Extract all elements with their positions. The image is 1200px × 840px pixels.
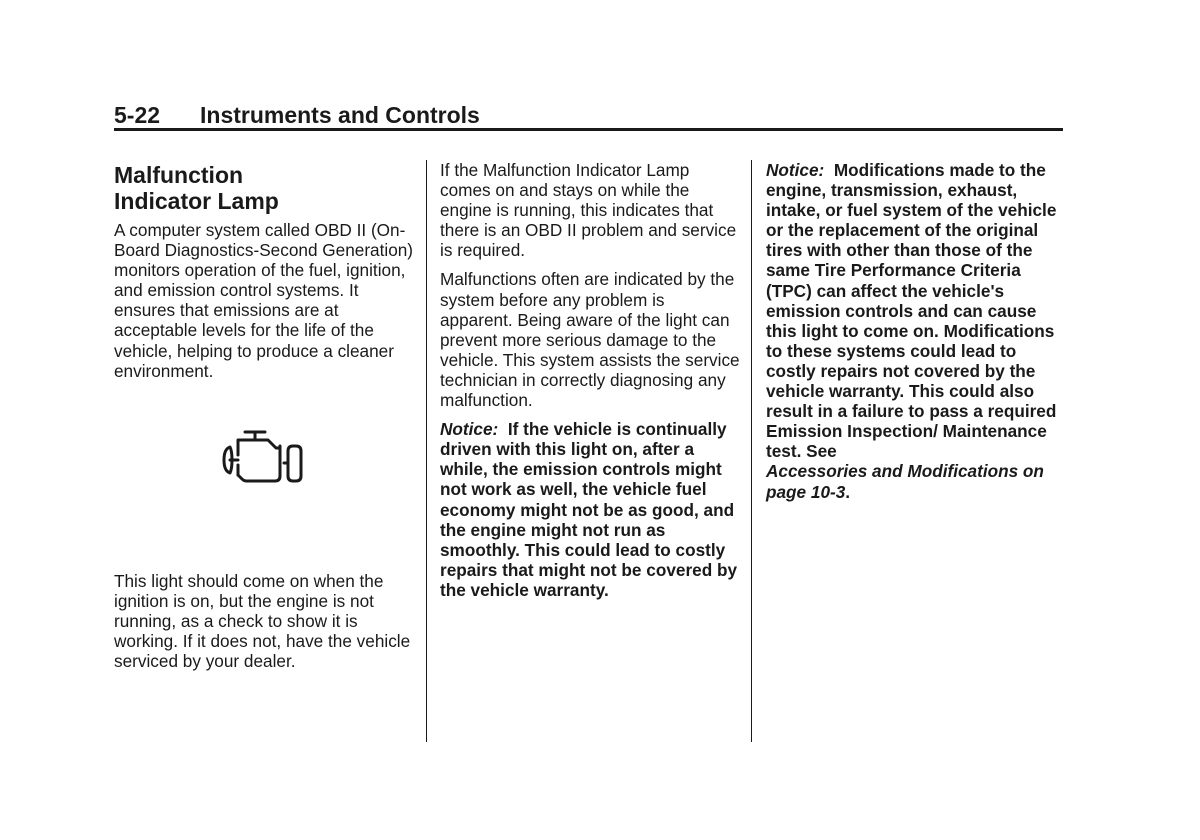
- notice-label: Notice:: [766, 160, 825, 180]
- chapter-title: Instruments and Controls: [200, 102, 480, 128]
- column-3: [766, 160, 1066, 511]
- page-header: [114, 99, 1063, 131]
- section-title-line2: Indicator Lamp: [114, 188, 279, 214]
- notice-modifications: [766, 160, 1066, 502]
- malfunctions-paragraph: Malfunctions often are indicated by the system before any problem is apparent. Being aware of the light can prevent more serious damage to the vehicle. This system assists the service technician in correctly diagnosing any malfunction.: [440, 269, 740, 411]
- column-divider-2: [751, 160, 752, 742]
- column-1: [114, 160, 414, 680]
- notice-label: Notice:: [440, 419, 499, 440]
- check-paragraph: This light should come on when the ignition is on, but the engine is not running, as a check to show it is working. If it does not, have the vehicle serviced by your dealer.: [114, 570, 411, 672]
- icon-figure: [114, 429, 414, 489]
- intro-paragraph: A computer system called OBD II (On-Board Diagnostics-Second Generation) monitors operation of the fuel, ignition, and emission control systems. It ensures that emissions are at acceptable levels for the life of the vehicle, helping to produce a cleaner environment.: [114, 220, 414, 381]
- column-2: [440, 160, 740, 609]
- header-rule: [114, 128, 1063, 131]
- section-title: [114, 160, 414, 214]
- check-engine-icon: [222, 429, 304, 485]
- notice-text: If the vehicle is continually driven with this light on, after a while, the emission controls might not work as well, the vehicle fuel economy might not be as good, and the engine might not run as smoothly. This could lead to costly repairs that might not be covered by the vehicle warranty.: [440, 419, 738, 600]
- end-punctuation: .: [845, 481, 851, 502]
- notice-text: Modifications made to the engine, transmission, exhaust, intake, or fuel system of the vehicle or the replacement of the original tires with other than those of the same Tire Performance Criteria (TPC) can affect the vehicle's emission controls and can cause this light to come on. Modifications to these systems could lead to costly repairs not covered by the vehicle warranty. This could also result in a failure to pass a required Emission Inspection/ Maintenance test. See: [766, 160, 1057, 462]
- section-title-line1: Malfunction: [114, 162, 244, 188]
- page-number: 5-22: [114, 102, 161, 128]
- lamp-on-paragraph: If the Malfunction Indicator Lamp comes on and stays on while the engine is running, this indicates that there is an OBD II problem and service is required.: [440, 160, 737, 261]
- column-divider-1: [426, 160, 427, 742]
- cross-reference-link[interactable]: Accessories and Modifications on page 10-3: [766, 461, 1044, 502]
- notice-driving: [440, 419, 740, 600]
